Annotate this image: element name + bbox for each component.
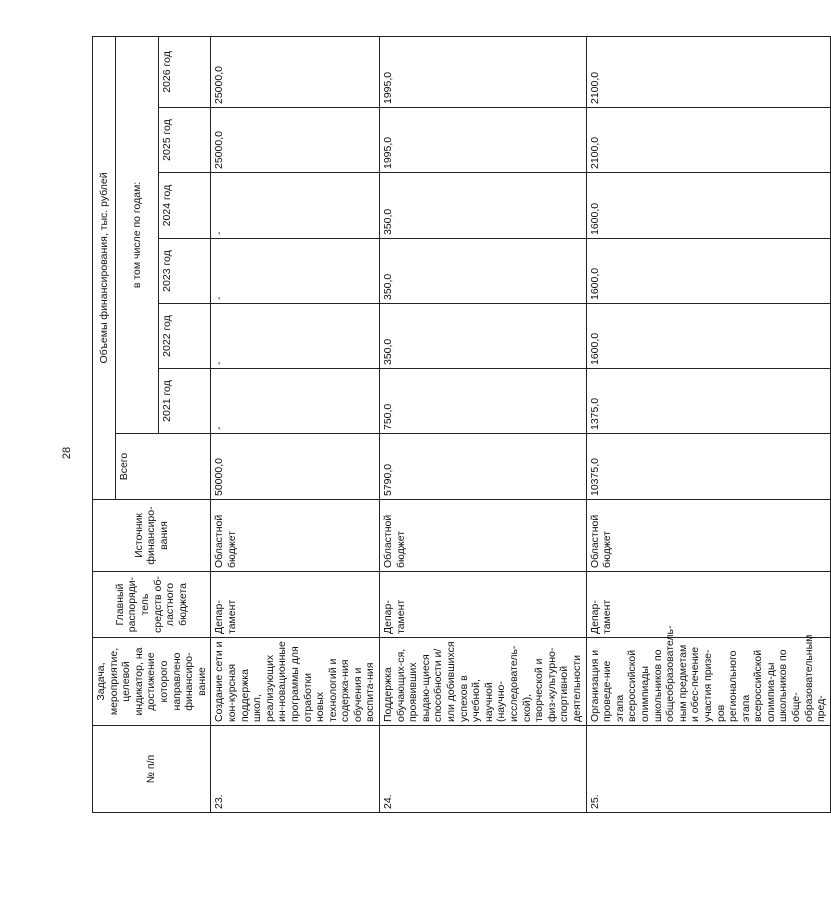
header-total: Всего — [116, 434, 211, 500]
row-value: 350,0 — [380, 173, 587, 239]
row-value: 2100,0 — [586, 36, 830, 107]
header-manager: Главный распоряди-тель средств об-ластного бюджета — [93, 572, 211, 638]
row-task: Создание сети и кон-курсная поддержка школ, реализующих ин-новационные программы для отработки новых технологий и содержа-ния обучения и воспита-ния — [211, 638, 380, 726]
header-finance: Объемы финансирования, тыс. рублей — [93, 36, 116, 499]
row-num: 25. — [586, 726, 830, 813]
row-value: 2100,0 — [586, 108, 830, 173]
row-total: 10375,0 — [586, 434, 830, 500]
page-number: 28 — [61, 446, 73, 460]
table-row — [380, 36, 587, 812]
row-value: 750,0 — [380, 369, 587, 434]
row-total: 5790,0 — [380, 434, 587, 500]
row-task: Организация и проведе-ние этапа всероссийской олимпиады школьников по общеобразователь-ным предметам и обес-печение участия призе-ров регионального этапа всероссийской олимпиа-ды школьников по обще-образовательным пред- — [586, 638, 830, 726]
row-total: 50000,0 — [211, 434, 380, 500]
header-year: 2021 год — [159, 369, 211, 434]
table-row — [586, 36, 830, 812]
header-year: 2025 год — [159, 108, 211, 173]
row-value: 1375,0 — [586, 369, 830, 434]
header-source: Источник финансиро-вания — [93, 500, 211, 572]
row-value: 1600,0 — [586, 173, 830, 239]
header-year: 2022 год — [159, 304, 211, 369]
header-year: 2026 год — [159, 36, 211, 107]
row-value: - — [211, 239, 380, 304]
header-year: 2023 год — [159, 239, 211, 304]
row-value: 25000,0 — [211, 36, 380, 107]
financing-table — [92, 36, 831, 813]
header-num: № п/п — [93, 726, 211, 813]
row-value: 350,0 — [380, 239, 587, 304]
row-source: Областной бюджет — [380, 500, 587, 572]
row-value: 25000,0 — [211, 108, 380, 173]
row-value: 1995,0 — [380, 108, 587, 173]
row-manager: Депар-тамент — [586, 572, 830, 638]
row-source: Областной бюджет — [211, 500, 380, 572]
row-value: 1600,0 — [586, 304, 830, 369]
row-num: 23. — [211, 726, 380, 813]
row-num: 24. — [380, 726, 587, 813]
header-task: Задача, мероприятие, целевой индикатор, на достижение которого направлено финансиро-вание — [93, 638, 211, 726]
row-value: 1600,0 — [586, 239, 830, 304]
row-source: Областной бюджет — [586, 500, 830, 572]
row-manager: Депар-тамент — [380, 572, 587, 638]
row-value: - — [211, 369, 380, 434]
header-by-years: в том числе по годам: — [116, 36, 159, 433]
row-value: - — [211, 304, 380, 369]
rotated-page — [61, 37, 828, 813]
row-value: - — [211, 173, 380, 239]
row-value: 350,0 — [380, 304, 587, 369]
row-value: 1995,0 — [380, 36, 587, 107]
row-task: Поддержка обучающих-ся, проявивших выдаю-щиеся способности и/ или добившихся успехов в учебной, научной (научно-исследователь-ской), творческой и физ-культурно-спортивной деятельности — [380, 638, 587, 726]
row-manager: Депар-тамент — [211, 572, 380, 638]
header-year: 2024 год — [159, 173, 211, 239]
table-row — [211, 36, 380, 812]
